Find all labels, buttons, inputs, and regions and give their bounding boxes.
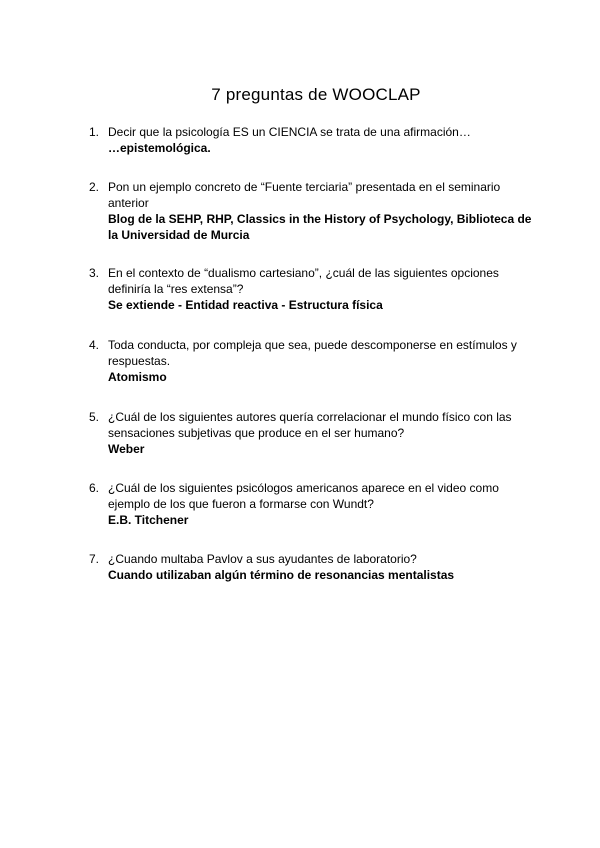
question-answer: …epistemológica. — [108, 141, 211, 155]
question-list — [89, 124, 539, 583]
question-text: Pon un ejemplo concreto de “Fuente terciaria” presentada en el seminario anterior — [108, 180, 501, 210]
question-number: 7. — [89, 552, 100, 566]
question-number: 5. — [89, 410, 100, 424]
question-number: 3. — [89, 266, 100, 280]
question-text: Decir que la psicología ES un CIENCIA se trata de una afirmación… — [108, 125, 471, 139]
page-title: 7 preguntas de WOOCLAP — [211, 85, 421, 105]
question-number: 4. — [89, 338, 100, 352]
question-answer: Se extiende - Entidad reactiva - Estructura física — [108, 298, 383, 312]
question-item — [89, 265, 539, 313]
question-answer: Blog de la SEHP, RHP, Classics in the History of Psychology, Biblioteca de la Universidad de Murcia — [108, 212, 532, 242]
question-item — [89, 480, 539, 528]
question-text: ¿Cuál de los siguientes autores quería correlacionar el mundo físico con las sensaciones subjetivas que produce en el ser humano? — [108, 410, 512, 440]
question-answer: Weber — [108, 442, 145, 456]
question-text: En el contexto de “dualismo cartesiano”, ¿cuál de las siguientes opciones definiría la “res extensa”? — [108, 266, 499, 296]
question-number: 1. — [89, 125, 100, 139]
question-item — [89, 124, 539, 156]
question-number: 2. — [89, 180, 100, 194]
question-text: Toda conducta, por compleja que sea, puede descomponerse en estímulos y respuestas. — [108, 338, 517, 368]
question-answer: E.B. Titchener — [108, 513, 189, 527]
question-answer: Cuando utilizaban algún término de resonancias mentalistas — [108, 568, 455, 582]
question-item — [89, 337, 539, 385]
question-item — [89, 179, 539, 243]
question-item — [89, 409, 539, 457]
question-text: ¿Cuál de los siguientes psicólogos americanos aparece en el video como ejemplo de los que fueron a formarse con Wundt? — [108, 481, 499, 511]
question-number: 6. — [89, 481, 100, 495]
question-text: ¿Cuando multaba Pavlov a sus ayudantes de laboratorio? — [108, 552, 417, 566]
question-item — [89, 551, 539, 583]
question-answer: Atomismo — [108, 370, 167, 384]
